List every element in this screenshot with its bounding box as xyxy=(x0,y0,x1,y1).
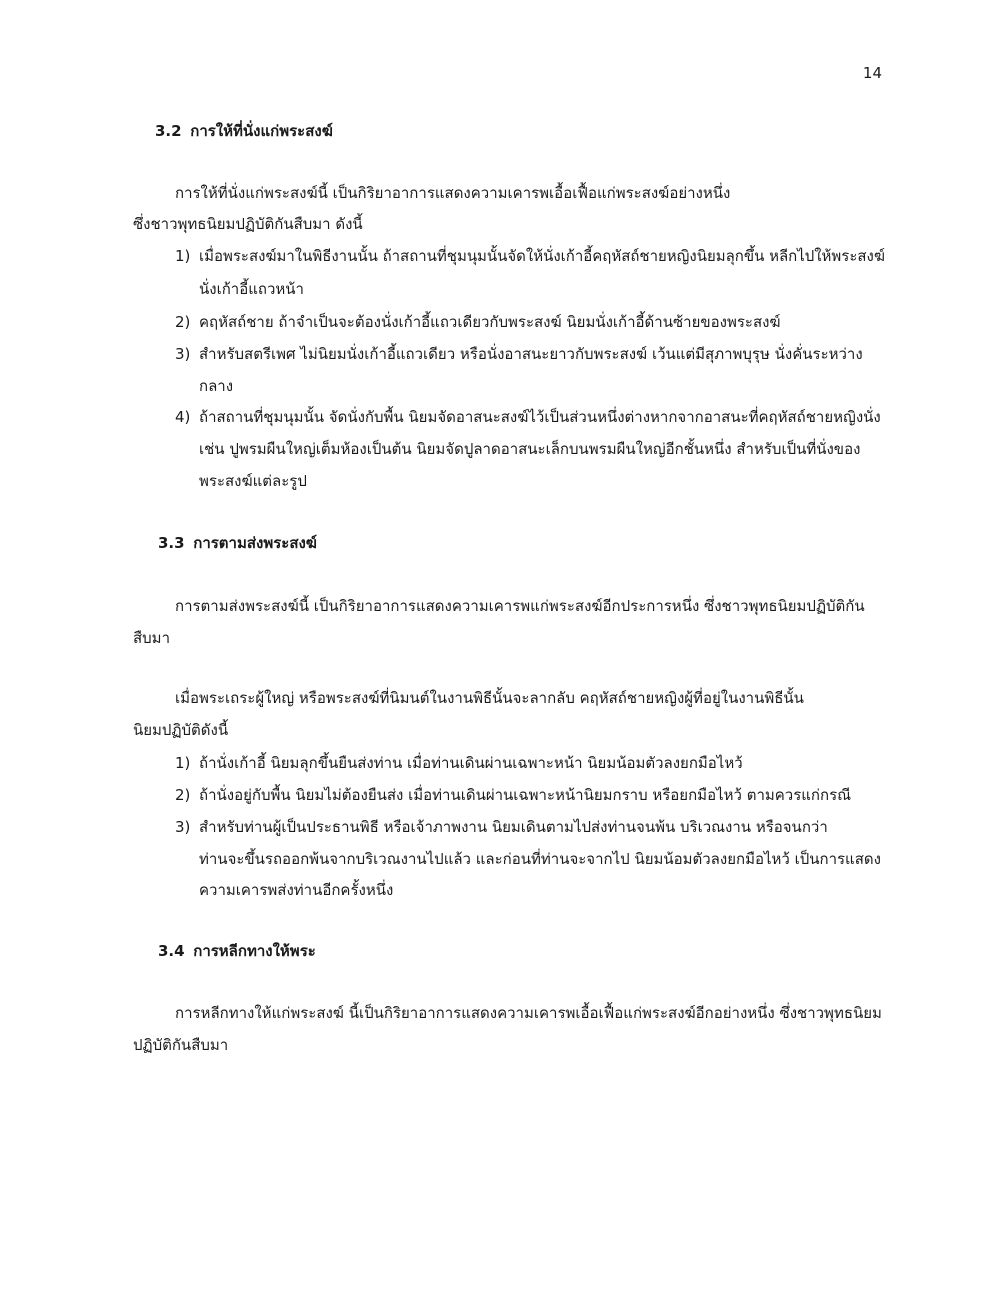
list-item-line: กลาง xyxy=(199,377,234,395)
list-item-line: เมื่อพระสงฆ์มาในพิธีงานนั้น ถ้าสถานที่ชุมนุมนั้นจัดให้นั่งเก้าอี้คฤหัสถ์ชายหญิงนิยมลุกขึ้น หลีกไปให้พระสงฆ์ xyxy=(199,247,885,265)
list-item-line: ถ้านั่งเก้าอี้ นิยมลุกขึ้นยืนส่งท่าน เมื่อท่านเดินผ่านเฉพาะหน้า นิยมน้อมตัวลงยกมือไหว้ xyxy=(199,754,743,772)
section-number: 3.4 xyxy=(158,942,185,960)
section-number: 3.3 xyxy=(158,534,185,552)
paragraph-line: ปฏิบัติกันสืบมา xyxy=(133,1036,229,1054)
list-number: 2) xyxy=(175,786,191,804)
list-number: 3) xyxy=(175,345,191,363)
paragraph-line: เมื่อพระเถระผู้ใหญ่ หรือพระสงฆ์ที่นิมนต์ในงานพิธีนั้นจะลากลับ คฤหัสถ์ชายหญิงผู้ที่อยู่ในงานพิธีนั้น xyxy=(175,689,804,707)
paragraph-line: นิยมปฏิบัติดังนี้ xyxy=(133,721,229,739)
list-item-line: คฤหัสถ์ชาย ถ้าจำเป็นจะต้องนั่งเก้าอี้แถวเดียวกับพระสงฆ์ นิยมนั่งเก้าอี้ด้านซ้ายของพระสงฆ์ xyxy=(199,313,781,331)
list-number: 3) xyxy=(175,818,191,836)
list-item-line: ความเคารพส่งท่านอีกครั้งหนึ่ง xyxy=(199,881,394,899)
paragraph-line: สืบมา xyxy=(133,629,170,647)
page-number: 14 xyxy=(862,64,882,82)
section-title: การให้ที่นั่งแก่พระสงฆ์ xyxy=(190,122,333,140)
paragraph-line: การให้ที่นั่งแก่พระสงฆ์นี้ เป็นกิริยาอาการแสดงความเคารพเอื้อเฟื้อแก่พระสงฆ์อย่างหนึ่ง xyxy=(175,184,731,202)
list-item-line: ถ้านั่งอยู่กับพื้น นิยมไม่ต้องยืนส่ง เมื่อท่านเดินผ่านเฉพาะหน้านิยมกราบ หรือยกมือไหว้ ตามควรแก่กรณี xyxy=(199,786,852,804)
list-number: 1) xyxy=(175,247,191,265)
list-number: 2) xyxy=(175,313,191,331)
list-number: 1) xyxy=(175,754,191,772)
list-item-line: ถ้าสถานที่ชุมนุมนั้น จัดนั่งกับพื้น นิยมจัดอาสนะสงฆ์ไว้เป็นส่วนหนึ่งต่างหากจากอาสนะที่คฤหัสถ์ชายหญิงนั่ง xyxy=(199,408,881,426)
list-item-line: ท่านจะขึ้นรถออกพ้นจากบริเวณงานไปแล้ว และก่อนที่ท่านจะจากไป นิยมน้อมตัวลงยกมือไหว้ เป็นการแสดง xyxy=(199,850,881,868)
section-3-4-heading xyxy=(158,942,316,960)
paragraph-line: การตามส่งพระสงฆ์นี้ เป็นกิริยาอาการแสดงความเคารพแก่พระสงฆ์อีกประการหนึ่ง ซึ่งชาวพุทธนิยมปฏิบัติกัน xyxy=(175,597,865,615)
section-3-3-heading xyxy=(158,534,317,552)
paragraph-line: การหลีกทางให้แก่พระสงฆ์ นี้เป็นกิริยาอาการแสดงความเคารพเอื้อเฟื้อแก่พระสงฆ์อีกอย่างหนึ่ง ซึ่งชาวพุทธนิยม xyxy=(175,1004,882,1022)
paragraph-line: ซึ่งชาวพุทธนิยมปฏิบัติกันสืบมา ดังนี้ xyxy=(133,215,363,233)
list-number: 4) xyxy=(175,408,191,426)
section-3-2-heading xyxy=(155,122,333,140)
list-item-line: เช่น ปูพรมผืนใหญ่เต็มห้องเป็นต้น นิยมจัดปูลาดอาสนะเล็กบนพรมผืนใหญ่อีกชั้นหนึ่ง สำหรับเป็นที่นั่งของ xyxy=(199,440,861,458)
list-item-line: นั่งเก้าอี้แถวหน้า xyxy=(199,280,304,298)
section-number: 3.2 xyxy=(155,122,182,140)
section-title: การตามส่งพระสงฆ์ xyxy=(193,534,317,552)
list-item-line: พระสงฆ์แต่ละรูป xyxy=(199,472,307,490)
section-title: การหลีกทางให้พระ xyxy=(193,942,316,960)
list-item-line: สำหรับท่านผู้เป็นประธานพิธี หรือเจ้าภาพงาน นิยมเดินตามไปส่งท่านจนพ้น บริเวณงาน หรือจนกว่า xyxy=(199,818,828,836)
list-item-line: สำหรับสตรีเพศ ไม่นิยมนั่งเก้าอี้แถวเดียว หรือนั่งอาสนะยาวกับพระสงฆ์ เว้นแต่มีสุภาพบุรุษ นั่งคั่นระหว่าง xyxy=(199,345,863,363)
